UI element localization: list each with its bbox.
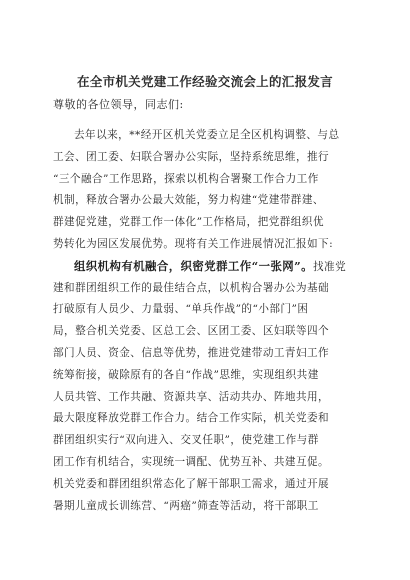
paragraph-2-line: 最大限度释放党群工作合力。结合工作实际，机关党委和 [53,412,330,425]
paragraph-2-line: 统筹衔接，破除原有的各自“作战”思维，实现组织共建 [53,368,319,381]
paragraph-2-line: 人员共管、工作共融、资源共享、活动共办、阵地共用， [53,390,330,403]
paragraph-1-line: “三个融合”工作思路，探索以机构合署聚工作合力工作 [53,172,319,185]
paragraph-2-line: 机关党委和群团组织常态化了解干部职工需求，通过开展 [53,477,330,490]
paragraph-1-line: 机制，释放合署办公最大效能，努力构建“党建带群建、 [53,194,324,207]
paragraph-1-line: 势转化为园区发展优势。现将有关工作进展情况汇报如下: [53,237,334,250]
paragraph-2-line: 局，整合机关党委、区总工会、区团工委、区妇联等四个 [53,325,330,338]
paragraph-2-first-line [53,256,365,278]
document-title: 在全市机关党建工作经验交流会上的汇报发言 [76,74,333,89]
paragraph-1-line: 工会、团工委、妇联合署办公实际，坚持系统思维，推行 [53,150,330,163]
paragraph-2-line: 团工作有机结合，实现统一调配、优势互补、共建互促。 [53,455,330,468]
section-heading: 组织机构有机融合，织密党群工作“一张网”。 [74,258,313,273]
document-body [53,125,365,517]
paragraph-1-line: 群建促党建，党群工作一体化”工作格局，把党群组织优 [53,216,324,229]
salutation: 尊敬的各位领导，同志们: [53,98,184,111]
paragraph-2-line: 部门人员、资金、信息等优势，推进党建带动工青妇工作 [53,346,330,359]
paragraph-1-line: 去年以来，**经开区机关党委立足全区机构调整、与总 [74,129,340,141]
paragraph-2-line: 建和群团组织工作的最佳结合点，以机构合署办公为基础 [53,281,330,294]
paragraph-2-line: 暑期儿童成长训练营、“两癌”筛查等活动，将干部职工 [53,499,319,512]
paragraph-2-line: 打破原有人员少、力量弱、“单兵作战”的“小部门”困 [53,303,309,316]
paragraph-2-text: 找准党 [312,260,347,273]
paragraph-2-line: 群团组织实行“双向进入、交叉任职”，使党建工作与群 [53,434,319,447]
